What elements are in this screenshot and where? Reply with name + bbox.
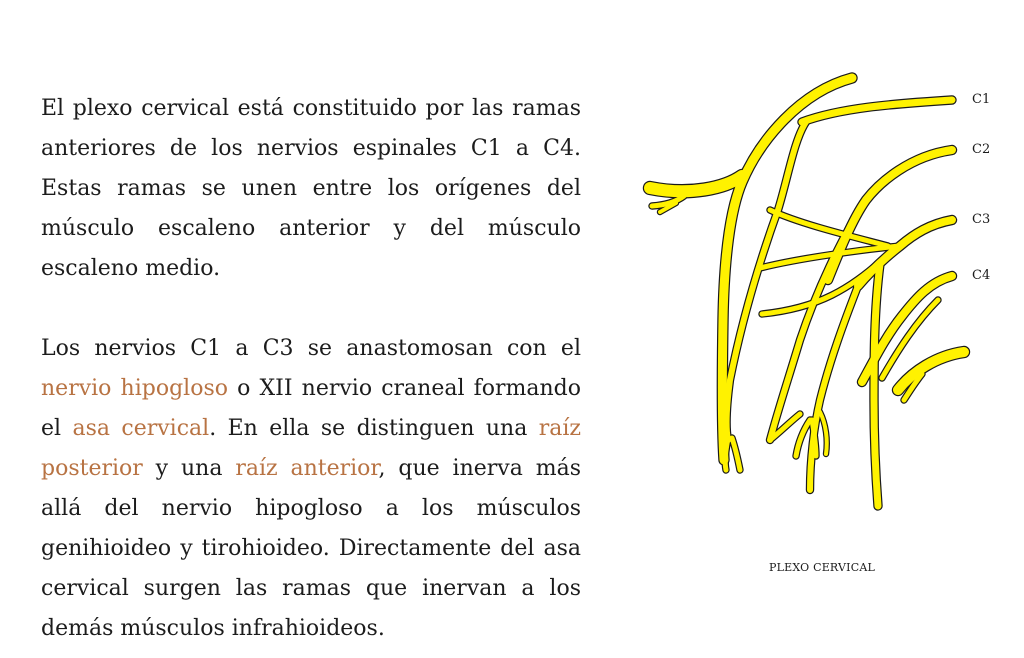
nerve-outlines — [650, 78, 964, 506]
paragraph-2 — [41, 329, 581, 649]
cervical-plexus-figure — [630, 60, 1020, 580]
label-c1: C1 — [972, 92, 991, 107]
link-raiz-anterior[interactable]: raíz anterior — [235, 456, 379, 481]
link-asa-cervical[interactable]: asa cervical — [72, 416, 210, 441]
body-text — [41, 89, 581, 649]
figure-caption: PLEXO CERVICAL — [769, 561, 875, 574]
link-nervio-hipogloso[interactable]: nervio hipogloso — [41, 376, 228, 401]
label-c4: C4 — [972, 268, 991, 283]
nerve-c3-descend — [874, 264, 880, 506]
p2-text-3: . En ella se distinguen una — [209, 416, 539, 441]
p2-text-5: , que inerva más allá del nervio hipogloso a los músculos genihioideo y tirohioideo. Directamente del asa cervical surgen las ramas que inervan a los demás músculos infrahioideos. — [41, 456, 581, 641]
label-c3: C3 — [972, 212, 991, 227]
nerve-fork-left-a — [725, 438, 728, 470]
cervical-plexus-drawing — [630, 60, 1020, 580]
link-raiz-posterior[interactable]: raíz posterior — [41, 416, 581, 481]
p2-text-4: y una — [142, 456, 236, 481]
p2-text-1: Los nervios C1 a C3 se anastomosan con el — [41, 336, 581, 361]
paragraph-1: El plexo cervical está constituido por las ramas anteriores de los nervios espinales C1 a C4. Estas ramas se unen entre los orígenes del músculo escaleno anterior y del músculo escaleno medio. — [41, 96, 581, 281]
p2-text-2: o XII nervio craneal formando el — [41, 376, 582, 441]
label-c2: C2 — [972, 142, 991, 157]
nerve-c2-branch-1 — [770, 210, 888, 246]
